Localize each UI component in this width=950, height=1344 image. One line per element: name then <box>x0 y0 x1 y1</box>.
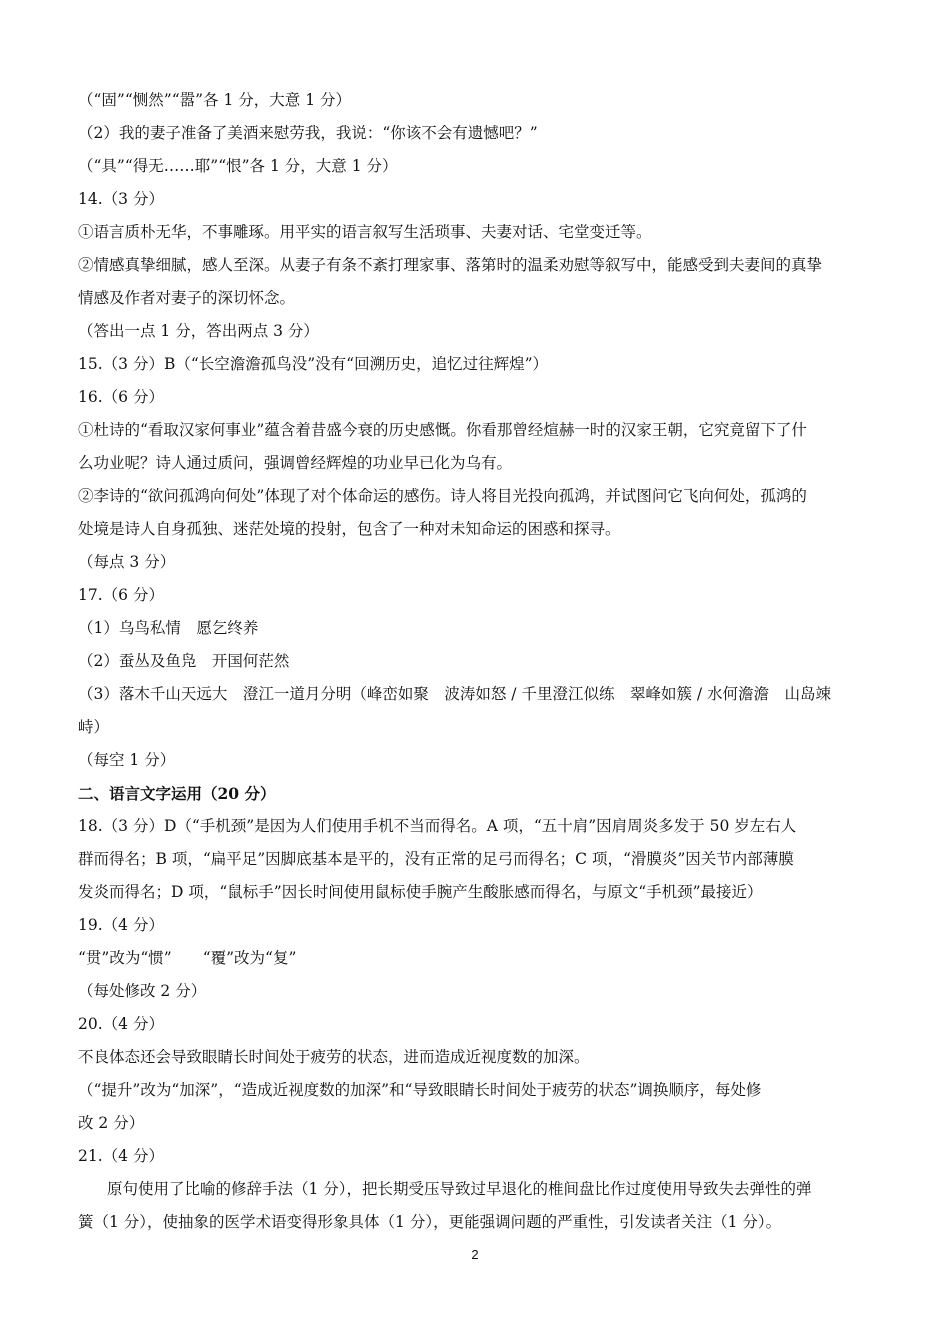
text-line: （3）落木千山天远大 澄江一道月分明（峰峦如聚 波涛如怒 / 千里澄江似练 翠峰如簇 / 水何澹澹 山岛竦 <box>78 685 832 703</box>
text-line: 情感及作者对妻子的深切怀念。 <box>78 289 296 307</box>
text-line: 么功业呢？诗人通过质问，强调曾经辉煌的功业早已化为乌有。 <box>78 454 513 472</box>
text-line: ①语言质朴无华，不事雕琢。用平实的语言叙写生活琐事、夫妻对话、宅堂变迁等。 <box>78 223 652 241</box>
text-line: （2）我的妻子准备了美酒来慰劳我，我说：“你该不会有遗憾吧？” <box>78 124 538 142</box>
text-line: （“具”“得无……耶”“恨”各 1 分，大意 1 分） <box>78 157 398 175</box>
question-number: 17.（6 分） <box>78 586 164 604</box>
question-number: 20.（4 分） <box>78 1015 164 1033</box>
question-number: 15.（3 分）B（“长空澹澹孤鸟没”没有“回溯历史，追忆过往辉煌”） <box>78 355 549 373</box>
text-line: （1）乌鸟私情 愿乞终养 <box>78 619 259 637</box>
section-heading: 二、语言文字运用（20 分） <box>78 784 276 803</box>
text-line: 簧（1 分），使抽象的医学术语变得形象具体（1 分），更能强调问题的严重性，引发读者关注（1 分）。 <box>78 1213 782 1231</box>
text-line: 群而得名；B 项，“扁平足”因脚底基本是平的，没有正常的足弓而得名；C 项，“滑膜炎”因关节内部薄膜 <box>78 850 794 868</box>
text-line: （“提升”改为“加深”，“造成近视度数的加深”和“导致眼睛长时间处于疲劳的状态”调换顺序，每处修 <box>78 1081 762 1099</box>
text-line: （每点 3 分） <box>78 553 176 571</box>
text-line: （答出一点 1 分，答出两点 3 分） <box>78 322 319 340</box>
question-number: 14.（3 分） <box>78 190 164 208</box>
text-line: ②李诗的“欲问孤鸿向何处”体现了对个体命运的感伤。诗人将目光投向孤鸿，并试图问它飞向何处，孤鸿的 <box>78 487 807 505</box>
text-line: “贯”改为“惯” “覆”改为“复” <box>78 949 297 967</box>
question-number: 21.（4 分） <box>78 1147 164 1165</box>
text-line: ②情感真挚细腻，感人至深。从妻子有条不紊打理家事、落第时的温柔劝慰等叙写中，能感受到夫妻间的真挚 <box>78 256 823 274</box>
question-number: 16.（6 分） <box>78 388 164 406</box>
text-line: 改 2 分） <box>78 1114 145 1132</box>
text-line: ①杜诗的“看取汉家何事业”蕴含着昔盛今衰的历史感慨。你看那曾经煊赫一时的汉家王朝，它究竟留下了什 <box>78 421 807 439</box>
text-line: （每空 1 分） <box>78 751 176 769</box>
text-line: （“固”“恻然”“嚣”各 1 分，大意 1 分） <box>78 91 351 109</box>
text-line: 峙） <box>78 718 110 736</box>
text-line: 不良体态还会导致眼睛长时间处于疲劳的状态，进而造成近视度数的加深。 <box>78 1048 590 1066</box>
text-line: 原句使用了比喻的修辞手法（1 分），把长期受压导致过早退化的椎间盘比作过度使用导致失去弹性的弹 <box>107 1180 812 1198</box>
text-line: （2）蚕丛及鱼凫 开国何茫然 <box>78 652 290 670</box>
question-number: 19.（4 分） <box>78 916 164 934</box>
text-line: 发炎而得名；D 项，“鼠标手”因长时间使用鼠标使手腕产生酸胀感而得名，与原文“手机颈”最接近） <box>78 883 763 901</box>
text-line: 处境是诗人自身孤独、迷茫处境的投射，包含了一种对未知命运的困惑和探寻。 <box>78 520 621 538</box>
text-line: （每处修改 2 分） <box>78 982 207 1000</box>
page-number: 2 <box>471 1247 479 1262</box>
question-number: 18.（3 分）D（“手机颈”是因为人们使用手机不当而得名。A 项，“五十肩”因肩周炎多发于 50 岁左右人 <box>78 817 797 835</box>
